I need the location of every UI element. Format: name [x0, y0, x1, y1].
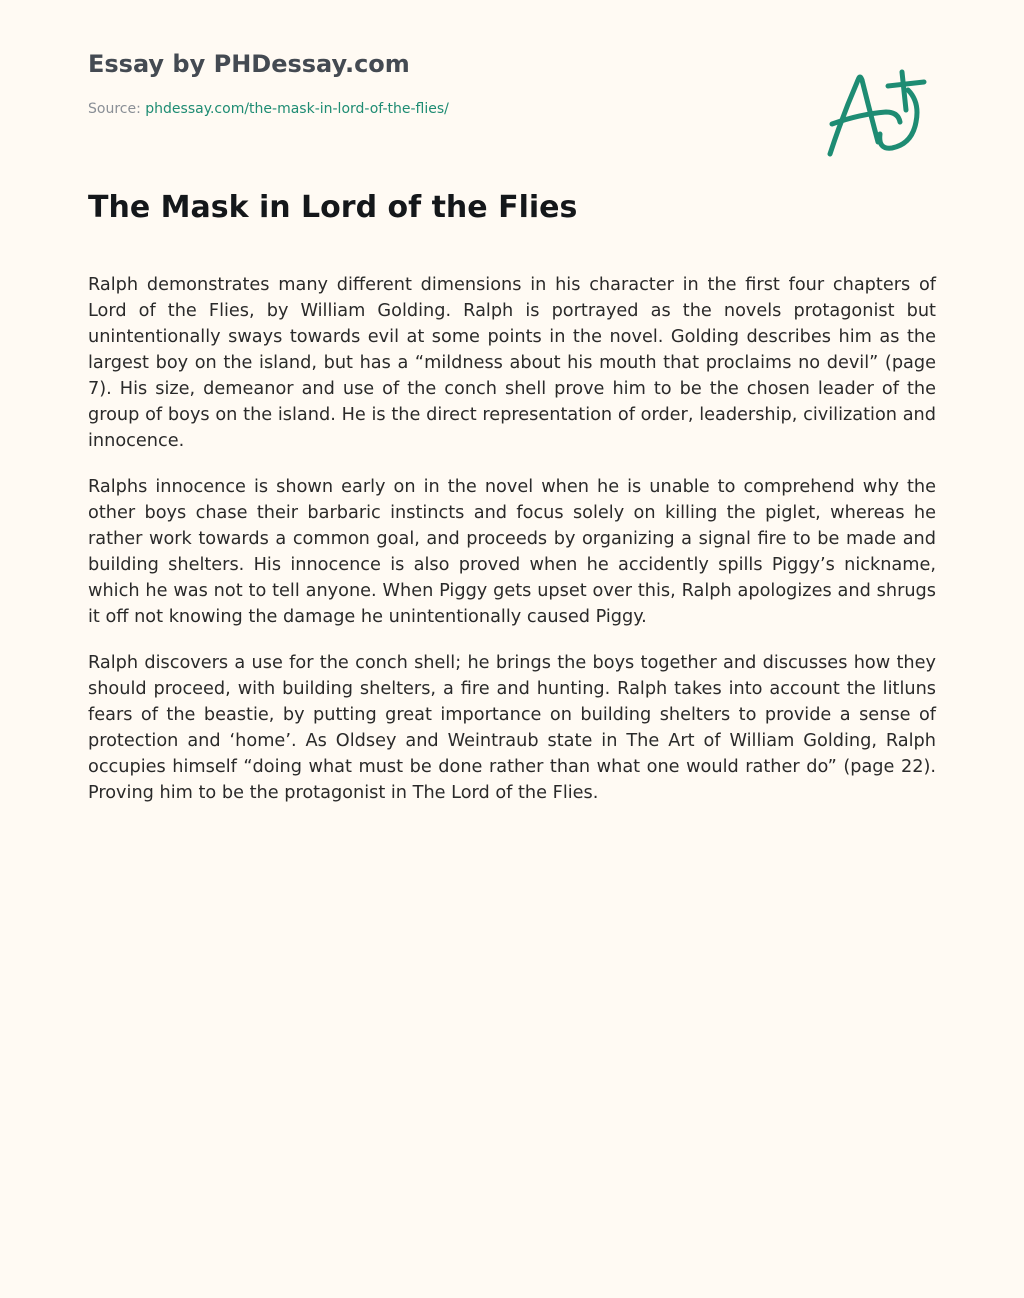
source-link[interactable]: phdessay.com/the-mask-in-lord-of-the-flies/ — [145, 101, 449, 117]
essay-title: The Mask in Lord of the Flies — [88, 190, 578, 225]
site-brand: Essay by PHDessay.com — [88, 50, 410, 78]
a-plus-logo-icon — [820, 62, 932, 162]
essay-paragraph: Ralphs innocence is shown early on in the novel when he is unable to comprehend why the other boys chase their barbaric instincts and focus solely on killing the piglet, whereas he rather work towards a common goal, and proceeds by organizing a signal fire to be made and building shelters. His innocence is also proved when he accidently spills Piggy’s nickname, which he was not to tell anyone. When Piggy gets upset over this, Ralph apologizes and shrugs it off not knowing the damage he unintentionally caused Piggy. — [88, 477, 936, 627]
source-line — [88, 101, 449, 117]
source-label: Source: — [88, 101, 146, 117]
essay-body — [88, 272, 936, 826]
essay-paragraph: Ralph discovers a use for the conch shell; he brings the boys together and discusses how they should proceed, with building shelters, a fire and hunting. Ralph takes into account the litluns fears of the beastie, by putting great importance on building shelters to provide a sense of protection and ‘home’. As Oldsey and Weintraub state in The Art of William Golding, Ralph occupies himself “doing what must be done rather than what one would rather do” (page 22). Proving him to be the protagonist in The Lord of the Flies. — [88, 653, 936, 803]
essay-paragraph: Ralph demonstrates many different dimensions in his character in the first four chapters of Lord of the Flies, by William Golding. Ralph is portrayed as the novels protagonist but unintentionally sways towards evil at some points in the novel. Golding describes him as the largest boy on the island, but has a “mildness about his mouth that proclaims no devil” (page 7). His size, demeanor and use of the conch shell prove him to be the chosen leader of the group of boys on the island. He is the direct representation of order, leadership, civilization and innocence. — [88, 275, 936, 451]
